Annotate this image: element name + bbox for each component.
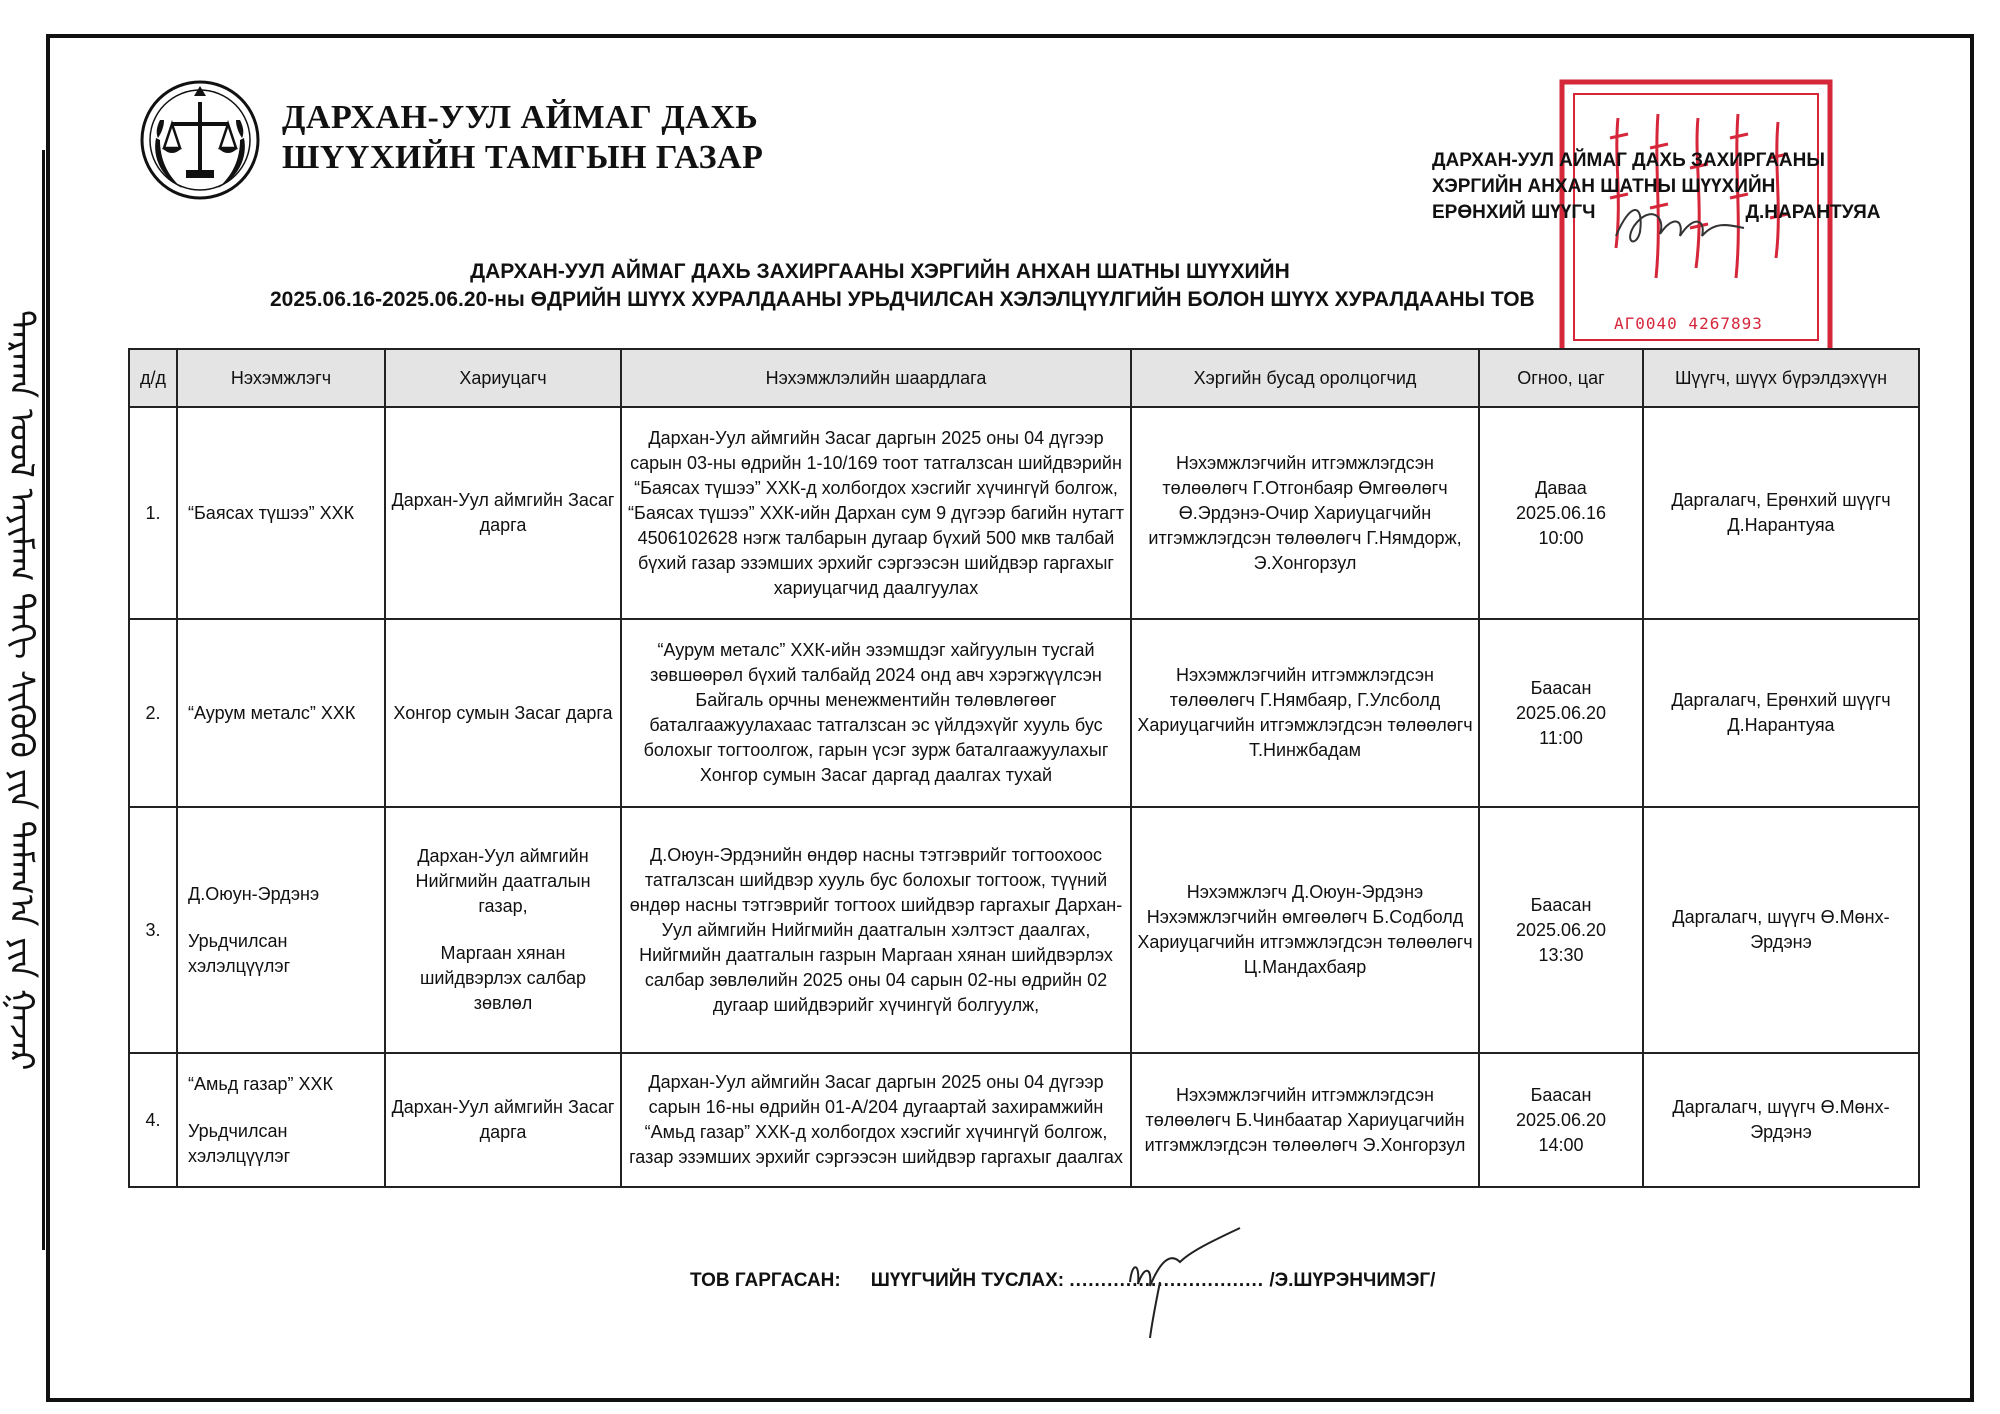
plaintiff-note: Урьдчилсан хэлэлцүүлэг (188, 1120, 291, 1166)
header-defendant: Хариуцагч (385, 349, 621, 407)
defendant-name: Дархан-Уул аймгийн Нийгмийн даатгалын газар, (415, 846, 591, 916)
row-participants: Нэхэмжлэгчийн итгэмжлэгдсэн төлөөлөгч Г.Отгонбаяр Өмгөөлөгч Ө.Эрдэнэ-Очир Хариуцагчийн итгэмжлэгдсэн төлөөлөгч Г.Нямдорж, Э.Хонгорзул (1131, 407, 1479, 619)
row-time: 14:00 (1538, 1134, 1584, 1155)
approval-line2: ХЭРГИЙН АНХАН ШАТНЫ ШҮҮХИЙН (1432, 176, 1776, 197)
row-date: 2025.06.20 (1515, 1109, 1607, 1130)
row-judge: Даргалагч, шүүгч Ө.Мөнх-Эрдэнэ (1643, 807, 1919, 1053)
row-participants: Нэхэмжлэгч Д.Оюун-Эрдэнэ Нэхэмжлэгчийн өмгөөлөгч Б.Содболд Хариуцагчийн итгэмжлэгдсэн төлөөлөгч Ц.Мандахбаяр (1131, 807, 1479, 1053)
header-datetime: Огноо, цаг (1479, 349, 1643, 407)
claim-text: Д.Оюун-Эрдэнийн өндөр насны тэтгэврийг тогтоохоос татгалзсан шийдвэр хууль бус болохыг тогтоож, түүний өндөр насны тэтгэврийг тогтоох шийдвэр гаргахыг Дархан-Уул аймгийн Нийгмийн даатгалын хэлтэст даалгах, (629, 844, 1123, 940)
plaintiff-name: Д.Оюун-Эрдэнэ (188, 883, 320, 904)
table-row (129, 407, 1919, 619)
row-judge: Даргалагч, Ерөнхий шүүгч Д.Нарантуяа (1643, 619, 1919, 807)
table-row (129, 619, 1919, 807)
assistant-signature (1110, 1222, 1260, 1342)
row-claim: “Аурум металс” ХХК-ийн эзэмшдэг хайгуулын тусгай зөвшөөрөл бүхий талбайд 2024 онд авч хэрэгжүүлсэн Байгаль орчны менежментийн төлөвлөгөөг баталгаажуулахаас татгалзсан эс үйлдэхүйг хууль бус болохыг тогтоолгож, гарын үсэг зурж баталгаажуулахыг Хонгор сумын Засаг даргад даалгах тухай (621, 619, 1131, 807)
row-num: 2. (129, 619, 177, 807)
row-day: Баасан (1530, 1084, 1592, 1105)
row-plaintiff (177, 807, 385, 1053)
header-claim: Нэхэмжлэлийн шаардлага (621, 349, 1131, 407)
plaintiff-note: Урьдчилсан хэлэлцүүлэг (188, 930, 291, 976)
plaintiff-name: “Аурум металс” ХХК (188, 702, 356, 723)
row-datetime (1479, 619, 1643, 807)
row-participants: Нэхэмжлэгчийн итгэмжлэгдсэн төлөөлөгч Г.Нямбаяр, Г.Улсболд Хариуцагчийн итгэмжлэгдсэн төлөөлөгч Т.Нинжбадам (1131, 619, 1479, 807)
vertical-script: ᠳᠠᠷᠬᠠᠨ ᠤᠤᠯ ᠠᠶᠢᠮᠠᠭ ᠳᠠᠬᠢ ᠰᠢᠭᠦᠬᠦ ᠶᠢᠨ ᠲᠠᠮᠠᠭ᠎ᠠ ᠶᠢᠨ ᠭᠠᠵᠠᠷ (1, 309, 41, 1071)
footer-label: ТОВ ГАРГАСАН: (690, 1270, 841, 1291)
judge-signature (1610, 192, 1750, 252)
schedule-title-line1: ДАРХАН-УУЛ АЙМАГ ДАХЬ ЗАХИРГААНЫ ХЭРГИЙН АНХАН ШАТНЫ ШҮҮХИЙН (470, 260, 1290, 283)
court-emblem-icon (138, 78, 262, 202)
table-header-row (129, 349, 1919, 407)
row-day: Баасан (1530, 894, 1592, 915)
row-day: Баасан (1530, 677, 1592, 698)
approval-role: ЕРӨНХИЙ ШҮҮГЧ (1432, 202, 1596, 223)
row-claim (621, 807, 1131, 1053)
header-plaintiff: Нэхэмжлэгч (177, 349, 385, 407)
footer-name: /Э.ШҮРЭНЧИМЭГ/ (1269, 1270, 1436, 1291)
header-num: д/д (129, 349, 177, 407)
row-date: 2025.06.16 (1515, 502, 1607, 523)
row-claim: Дархан-Уул аймгийн Засаг даргын 2025 оны 04 дүгээр сарын 16-ны өдрийн 01-А/204 дугаартай захирамжийн “Амьд газар” ХХК-д холбогдох хэсгийг хүчингүй болгож, газар эзэмших эрхийг сэргээсэн шийдвэр гаргахыг даалгах (621, 1053, 1131, 1187)
seal-code: АГ0040 4267893 (1614, 314, 1763, 333)
footer-dots: ............................... (1069, 1270, 1265, 1291)
row-participants: Нэхэмжлэгчийн итгэмжлэгдсэн төлөөлөгч Б.Чинбаатар Хариуцагчийн итгэмжлэгдсэн төлөөлөгч Э.Хонгорзул (1131, 1053, 1479, 1187)
table-row (129, 1053, 1919, 1187)
footer (690, 1270, 1435, 1292)
plaintiff-name: “Баясах түшээ” ХХК (188, 502, 355, 523)
org-title-line1: ДАРХАН-УУЛ АЙМАГ ДАХЬ (282, 99, 759, 136)
row-plaintiff (177, 619, 385, 807)
organization-title (282, 98, 763, 178)
row-time: 13:30 (1538, 944, 1584, 965)
schedule-title-line2: 2025.06.16-2025.06.20-ны ӨДРИЙН ШҮҮХ ХУРАЛДААНЫ УРЬДЧИЛСАН ХЭЛЭЛЦҮҮЛГИЙН БОЛОН ШҮҮХ ХУРАЛДААНЫ ТОВ (270, 288, 1535, 311)
row-datetime (1479, 407, 1643, 619)
row-defendant: Дархан-Уул аймгийн Засаг дарга (385, 1053, 621, 1187)
row-date: 2025.06.20 (1515, 702, 1607, 723)
footer-role: ШҮҮГЧИЙН ТУСЛАХ: (870, 1270, 1065, 1291)
hearing-schedule-table (128, 348, 1920, 1188)
plaintiff-name: “Амьд газар” ХХК (188, 1073, 334, 1094)
header-participants: Хэргийн бусад оролцогчид (1131, 349, 1479, 407)
row-plaintiff (177, 407, 385, 619)
claim-extra: Нийгмийн даатгалын газрын Маргаан хянан шийдвэрлэх салбар зөвлөлийн 2025 оны 04 сарын 02-ны өдрийн 02 дугаар шийдвэрийг хүчингүй болгуулж, (639, 944, 1113, 1015)
row-defendant: Хонгор сумын Засаг дарга (385, 619, 621, 807)
row-datetime (1479, 807, 1643, 1053)
row-datetime (1479, 1053, 1643, 1187)
row-judge: Даргалагч, Ерөнхий шүүгч Д.Нарантуяа (1643, 407, 1919, 619)
approval-judge-name: Д.НАРАНТУЯА (1745, 202, 1881, 223)
header-judge: Шүүгч, шүүх бүрэлдэхүүн (1643, 349, 1919, 407)
vertical-script-text (1, 230, 41, 1150)
row-num: 1. (129, 407, 177, 619)
row-num: 4. (129, 1053, 177, 1187)
row-date: 2025.06.20 (1515, 919, 1607, 940)
approval-line1: ДАРХАН-УУЛ АЙМАГ ДАХЬ ЗАХИРГААНЫ (1432, 150, 1825, 171)
table-row (129, 807, 1919, 1053)
row-claim: Дархан-Уул аймгийн Засаг даргын 2025 оны 04 дүгээр сарын 03-ны өдрийн 1-10/169 тоот татгалзсан шийдвэрийн “Баясах түшээ” ХХК-д холбогдох хэсгийг хүчингүй болгож, “Баясах түшээ” ХХК-ийн Дархан сум 9 дүгээр багийн нутагт 4506102628 нэгж талбарын дугаар бүхий 500 мкв талбай бүхий газар эзэмших эрхийг сэргээсэн шийдвэр гаргахыг хариуцагчид даалгуулах (621, 407, 1131, 619)
schedule-title (270, 258, 1535, 314)
defendant-extra: Маргаан хянан шийдвэрлэх салбар зөвлөл (419, 943, 587, 1013)
org-title-line2: ШҮҮХИЙН ТАМГЫН ГАЗАР (282, 139, 764, 176)
row-defendant: Дархан-Уул аймгийн Засаг дарга (385, 407, 621, 619)
row-num: 3. (129, 807, 177, 1053)
row-plaintiff (177, 1053, 385, 1187)
row-day: Даваа (1535, 477, 1587, 498)
row-time: 10:00 (1538, 527, 1584, 548)
row-time: 11:00 (1539, 727, 1583, 748)
row-judge: Даргалагч, шүүгч Ө.Мөнх-Эрдэнэ (1643, 1053, 1919, 1187)
row-defendant (385, 807, 621, 1053)
